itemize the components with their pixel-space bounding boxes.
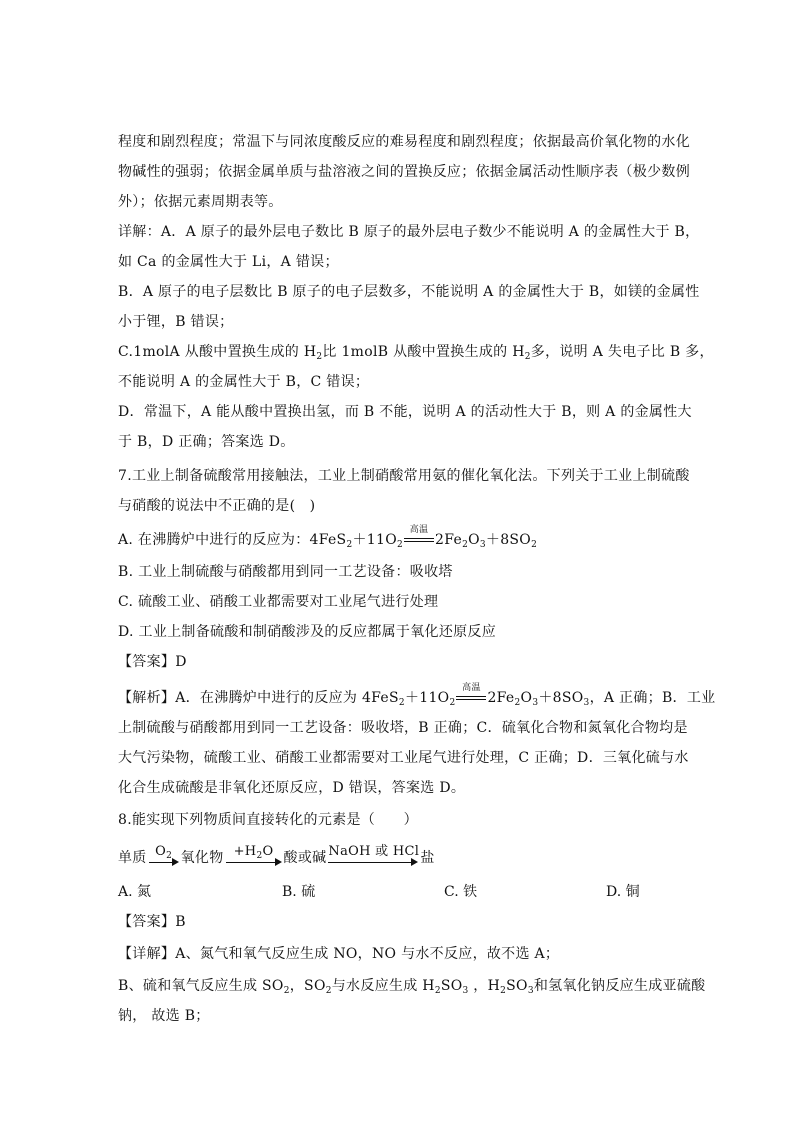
explanation-line: 【详解】A、氮气和氧气反应生成 NO，NO 与水不反应，故不选 A； [118, 946, 560, 962]
text-line: B．A 原子的电子层数比 B 原子的电子层数多，不能说明 A 的金属性大于 B，如镁的金属性 [118, 284, 700, 300]
text-line: 详解：A．A 原子的最外层电子数比 B 原子的最外层电子数少不能说明 A 的金属性大于 B， [118, 224, 700, 240]
question-7-stem: 7.工业上制备硫酸常用接触法，工业上制硝酸常用氨的催化氧化法。下列关于工业上制硫酸 [118, 468, 690, 484]
text-line: 小于锂，B 错误； [118, 314, 234, 330]
question-7-option-b: B. 工业上制硫酸与硝酸都用到同一工艺设备：吸收塔 [118, 564, 453, 580]
arrow-icon: $O_2$ [149, 848, 179, 868]
question-7-option-a: A. 在沸腾炉中进行的反应为：$4FeS_2+11O_2$ 高温 $2Fe_2O_3+8SO_2$ [118, 525, 538, 550]
text-line: D．常温下，A 能从酸中置换出氢，而 B 不能，说明 A 的活动性大于 B，则 A 的金属性大 [118, 404, 692, 420]
reaction-condition-sign: 高温 [404, 532, 434, 546]
arrow-icon: NaOH 或 HCl [328, 848, 418, 868]
analysis-line: 【解析】A．在沸腾炉中进行的反应为 $4FeS_2+11O_2$ 高温 $2Fe_2O_3+8SO_3$，A 正确；B．工业 [118, 683, 716, 708]
text-line: 程度和剧烈程度；常温下与同浓度酸反应的难易程度和剧烈程度；依据最高价氧化物的水化 [118, 134, 690, 150]
text-line: 于 B，D 正确；答案选 D。 [118, 434, 295, 450]
analysis-line: 大气污染物，硫酸工业、硝酸工业都需要对工业尾气进行处理，C 正确；D．三氧化硫与水 [118, 750, 689, 766]
answer-label: 【答案】B [118, 914, 186, 930]
text-line: 不能说明 A 的金属性大于 B，C 错误； [118, 374, 370, 390]
question-7-stem: 与硝酸的说法中不正确的是( ) [118, 498, 316, 514]
text-line: 外）；依据元素周期表等。 [118, 194, 283, 210]
question-7-option-d: D. 工业上制备硫酸和制硝酸涉及的反应都属于氧化还原反应 [118, 624, 497, 640]
analysis-line: 化合生成硫酸是非氧化还原反应，D 错误，答案选 D。 [118, 780, 466, 796]
question-8-option-b: B. 硫 [282, 884, 316, 900]
text-line: 如 Ca 的金属性大于 Li，A 错误； [118, 254, 339, 270]
explanation-line: B、硫和氧气反应生成 $SO_2$，$SO_2$与水反应生成 $H_2SO_3$ ，$H_2SO_3$和氢氧化钠反应生成亚硫酸 [118, 978, 706, 996]
question-8-option-d: D. 铜 [606, 884, 640, 900]
reaction-condition-sign: 高温 [456, 690, 486, 704]
analysis-line: 上制硫酸与硝酸都用到同一工艺设备：吸收塔，B 正确；C．硫氧化合物和氮氧化合物均是 [118, 720, 688, 736]
answer-label: 【答案】D [118, 654, 187, 670]
question-8-option-a: A. 氮 [118, 884, 152, 900]
text-line: C.1molA 从酸中置换生成的 $H_2$比 1molB 从酸中置换生成的 $H_2$多，说明 A 失电子比 B 多， [118, 344, 714, 362]
question-7-option-c: C. 硫酸工业、硝酸工业都需要对工业尾气进行处理 [118, 594, 439, 610]
question-8-option-c: C. 铁 [444, 884, 478, 900]
arrow-icon: $+H_2O$ [226, 848, 282, 868]
conversion-chain: 单质 $O_2$ 氧化物 $+H_2O$ 酸或碱 NaOH 或 HCl 盐 [118, 844, 435, 866]
explanation-line: 钠， 故选 B； [118, 1008, 210, 1024]
question-8-stem: 8.能实现下列物质间直接转化的元素是（ ） [118, 812, 418, 828]
text-line: 物碱性的强弱；依据金属单质与盐溶液之间的置换反应；依据金属活动性顺序表（极少数例 [118, 164, 690, 180]
